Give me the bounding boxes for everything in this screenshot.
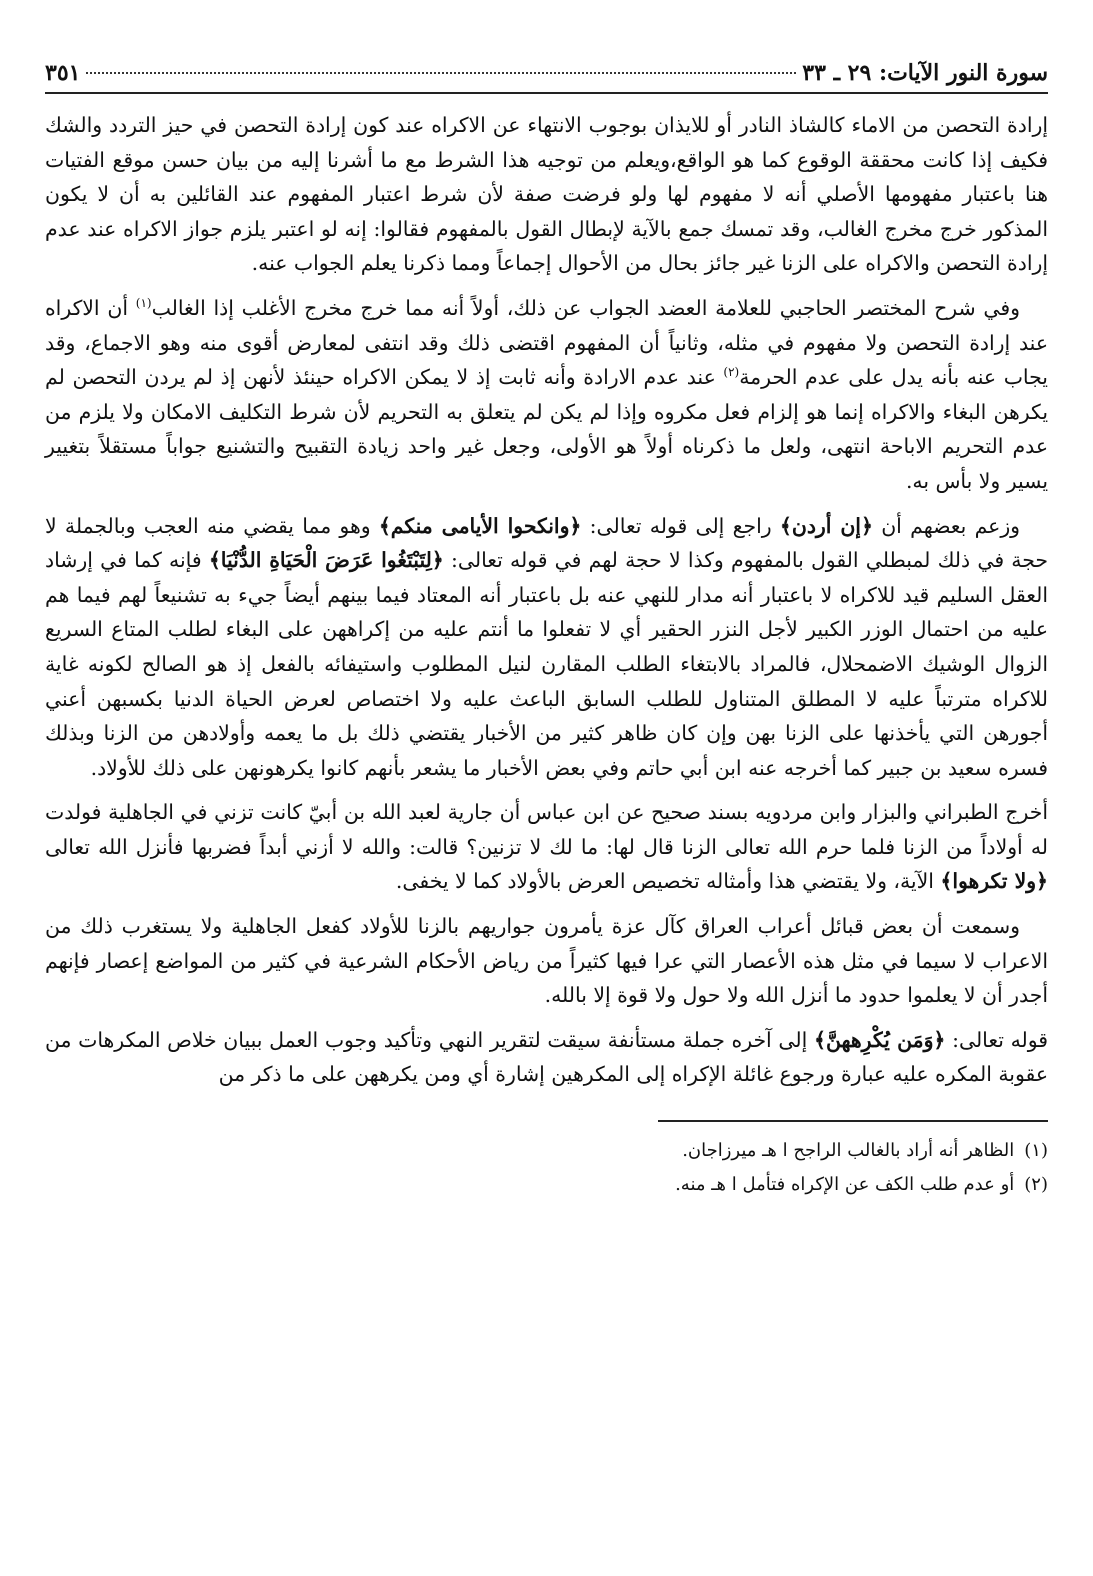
paragraph-2 [45, 291, 1048, 499]
header-dots [86, 72, 796, 74]
paragraph-4-part-a: أخرج الطبراني والبزار وابن مردويه بسند صحيح عن ابن عباس أن جارية لعبد الله بن أبيّ كانت تزني في الجاهلية فولدت له أولاداً من الزنا فلما حرم الله تعالى الزنا قال لها: ما لك لا تزنين؟ قالت: والله لا أزني أبداً فضربها فأنزل الله تعالى [45, 800, 1048, 859]
footnotes [45, 1136, 1048, 1200]
paragraph-2-part-c: عند عدم الارادة وأنه ثابت إذ لا يمكن الاكراه حينئذ لأنهن إذ لم يردن التحصن لم يكرهن البغاء والاكراه إنما هو إلزام فعل مكروه وإذا لم يكن لم يتعلق به التحريم لأن شرط التكليف الامكان ولا يلزم من عدم التحريم الاباحة انتهى، ولعل ما ذكرناه أولاً هو الأولى، وجعل غير واحد زيادة التقبيح والتشنيع جواباً مستقلاً بتغيير يسير ولا بأس به. [45, 365, 1048, 493]
quran-quote: ﴿وَمَن يُكْرِههنَّ﴾ [814, 1027, 946, 1052]
quran-quote: ﴿ولا تكرهوا﴾ [940, 869, 1048, 894]
footnote-number: (٢) [1024, 1174, 1048, 1196]
paragraph-3 [45, 509, 1048, 786]
paragraph-1: إرادة التحصن من الاماء كالشاذ النادر أو للايذان بوجوب الانتهاء عن الاكراه عند كون إرادة التحصن في حيز التردد والشك فكيف إذا كانت محققة الوقوع كما هو الواقع،ويعلم من توجيه هذا الشرط مع ما أشرنا إليه من بيان حسن موقع الفتيات هنا باعتبار مفهومها الأصلي أنه لا مفهوم لها ولو فرضت صفة لأن شرط اعتبار المفهوم عند القائلين به أن لا يكون المذكور خرج مخرج الغالب، وقد تمسك جمع بالآية لإبطال القول بالمفهوم فقالوا: إنه لو اعتبر يلزم جواز الاكراه عند عدم إرادة التحصن والاكراه على الزنا غير جائز بحال من الأحوال إجماعاً ومما ذكرنا يعلم الجواب عنه. [45, 113, 1048, 276]
paragraph-6-part-b: إلى آخره جملة مستأنفة سيقت لتقرير النهي وتأكيد وجوب العمل ببيان خلاص المكرهات من عقوبة المكره عليه عبارة ورجوع غائلة الإكراه إلى المكرهين إشارة أي ومن يكرههن على ما ذكر من [45, 1027, 1048, 1087]
paragraph-3-part-b: راجع إلى قوله تعالى: [581, 513, 780, 538]
paragraph-2-part-a: وفي شرح المختصر الحاجبي للعلامة العضد الجواب عن ذلك، أولاً أنه مما خرج مخرج الأغلب إذا الغالب [151, 295, 1020, 320]
paragraph-6-part-a: قوله تعالى: [945, 1027, 1049, 1052]
paragraph-5: وسمعت أن بعض قبائل أعراب العراق كآل عزة يأمرون جواريهم بالزنا للأولاد كفعل الجاهلية ولا يستغرب ذلك من الاعراب لا سيما في مثل هذه الأعصار التي عرا فيها كثيراً من رياض الأحكام الشرعية في كثير من المواضع إعصار فإنهم أجدر أن لا يعلموا حدود ما أنزل الله ولا حول ولا قوة إلا بالله. [45, 914, 1048, 1008]
paragraph-6 [45, 1023, 1048, 1092]
footnote-ref-2: (٢) [723, 365, 740, 380]
page-number: ٣٥١ [45, 60, 81, 86]
footnote-2 [45, 1170, 1048, 1200]
paragraph-3-part-c: وهو مما يقضي منه العجب وبالجملة لا حجة في ذلك لمبطلي القول بالمفهوم وكذا لا حجة لهم في قوله تعالى: [45, 513, 1048, 573]
paragraph-4 [45, 795, 1048, 899]
footnote-number: (١) [1024, 1140, 1048, 1162]
paragraph-2-part-b: أن الاكراه عند إرادة التحصن ولا مفهوم في مثله، وثانياً أن المفهوم اقتضى ذلك وقد انتفى لمعارض أقوى منه وهو الاجماع، وقد يجاب عنه بأنه يدل على عدم الحرمة [45, 295, 1048, 390]
footnote-text: أو عدم طلب الكف عن الإكراه فتأمل ا هـ منه. [675, 1174, 1015, 1196]
quran-quote: ﴿إن أردن﴾ [779, 513, 873, 538]
main-text [45, 108, 1048, 1092]
footnote-ref-1: (١) [135, 296, 152, 311]
paragraph-3-part-a: وزعم بعضهم أن [872, 513, 1021, 538]
footnote-text: الظاهر أنه أراد بالغالب الراجح ا هـ ميرزاجان. [682, 1140, 1015, 1162]
running-header [45, 60, 1048, 94]
paragraph-4-part-b: الآية، ولا يقتضي هذا وأمثاله تخصيص العرض بالأولاد كما لا يخفى. [395, 869, 941, 894]
quran-quote: ﴿لِتَبْتَغُوا عَرَضَ الْحَيَاةِ الدُّنْيَا﴾ [208, 548, 444, 573]
footnote-1 [45, 1136, 1048, 1166]
quran-quote: ﴿وانكحوا الأيامى منكم﴾ [378, 513, 582, 538]
paragraph-3-part-d: فإنه كما في إرشاد العقل السليم قيد للاكراه لا باعتبار أنه مدار للنهي عنه بل باعتبار أنه المعتاد فيما بينهم أيضاً جيء به تشنيعاً لهم فيما هم عليه من احتمال الوزر الكبير لأجل النزر الحقير أي لا تفعلوا ما أنتم عليه من إكراههن على البغاء لطلب المتاع السريع الزوال الوشيك الاضمحلال، فالمراد بالابتغاء الطلب المقارن لنيل المطلوب واستيفائه بالفعل إذ هو الصالح لكونه غاية للاكراه مترتباً عليه لا المطلق المتناول للطلب السابق الباعث عليه ولا اختصاص لعرض الحياة الدنيا بكسبهن أعني أجورهن التي يأخذنها على الزنا بهن وإن كان ظاهر كثير من الأخبار يقتضي ذلك بل ما يعمه وأولادهن من الزنا وبذلك فسره سعيد بن جبير كما أخرجه عنه ابن أبي حاتم وفي بعض الأخبار ما يشعر بأنهم كانوا يكرهونهن على ذلك للأولاد. [45, 548, 1048, 780]
footnote-separator [658, 1120, 1048, 1122]
header-title: سورة النور الآيات: ٢٩ ـ ٣٣ [802, 60, 1048, 86]
